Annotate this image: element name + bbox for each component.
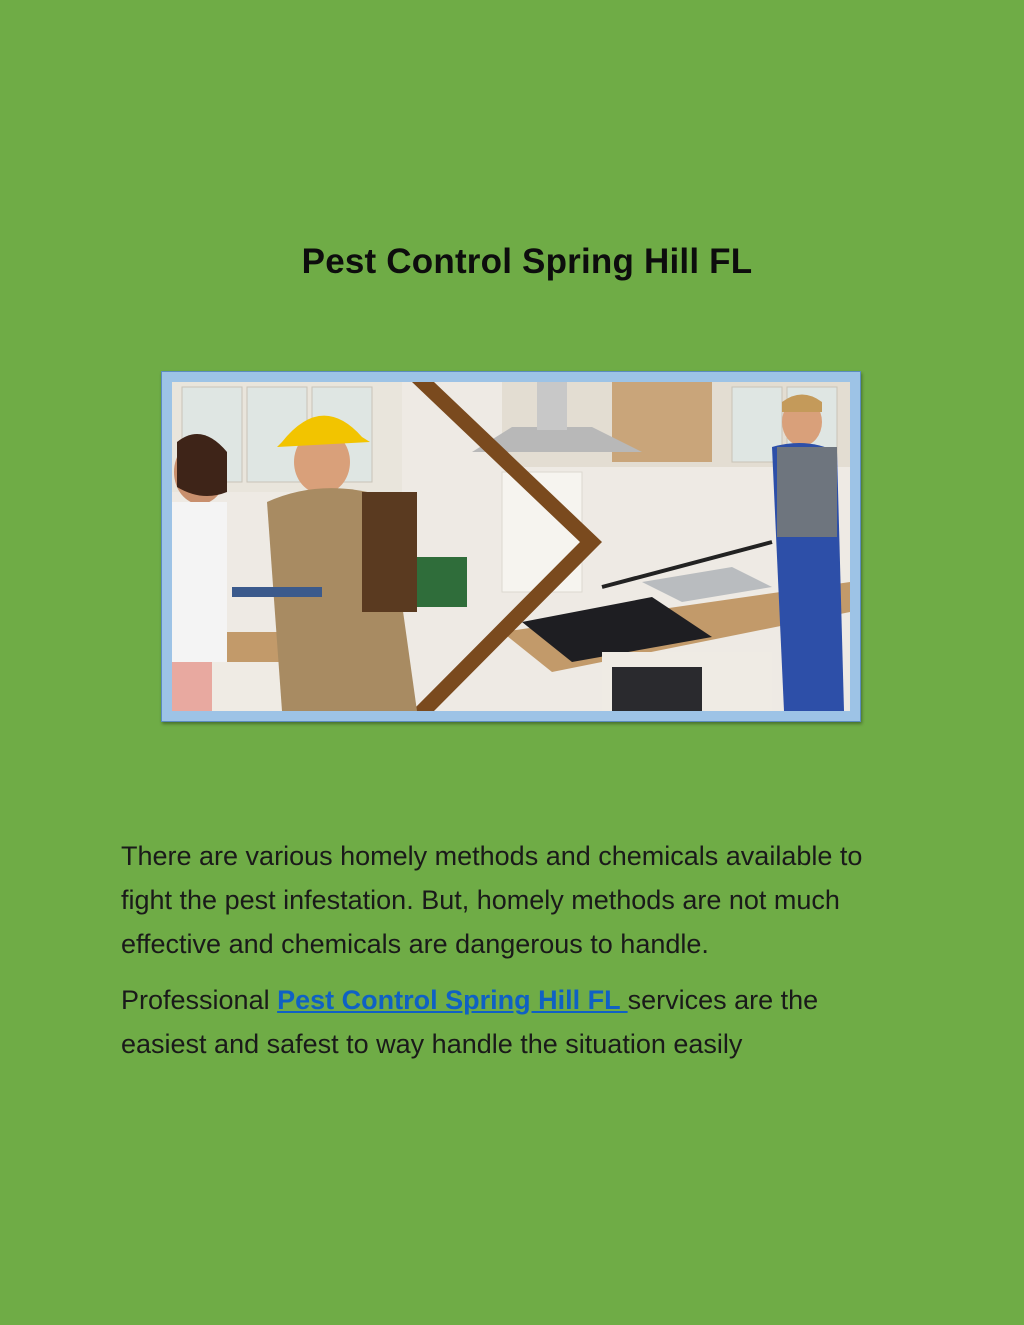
pest-control-link[interactable]: Pest Control Spring Hill FL: [277, 985, 628, 1015]
pest-control-workers-photo: [172, 382, 850, 711]
paragraph-2-lead: Professional: [121, 985, 278, 1015]
photo-frame: [161, 371, 861, 722]
paragraph-2: [121, 978, 901, 1066]
page-title: Pest Control Spring Hill FL: [301, 242, 753, 281]
paragraph-1: There are various homely methods and chemicals available to fight the pest infestation. But, homely methods are not much effective and chemicals are dangerous to handle.: [121, 841, 863, 959]
paragraph-2-tail: services are the easiest and safest to way handle the situation easily: [121, 985, 819, 1059]
body-text: [121, 834, 901, 1078]
